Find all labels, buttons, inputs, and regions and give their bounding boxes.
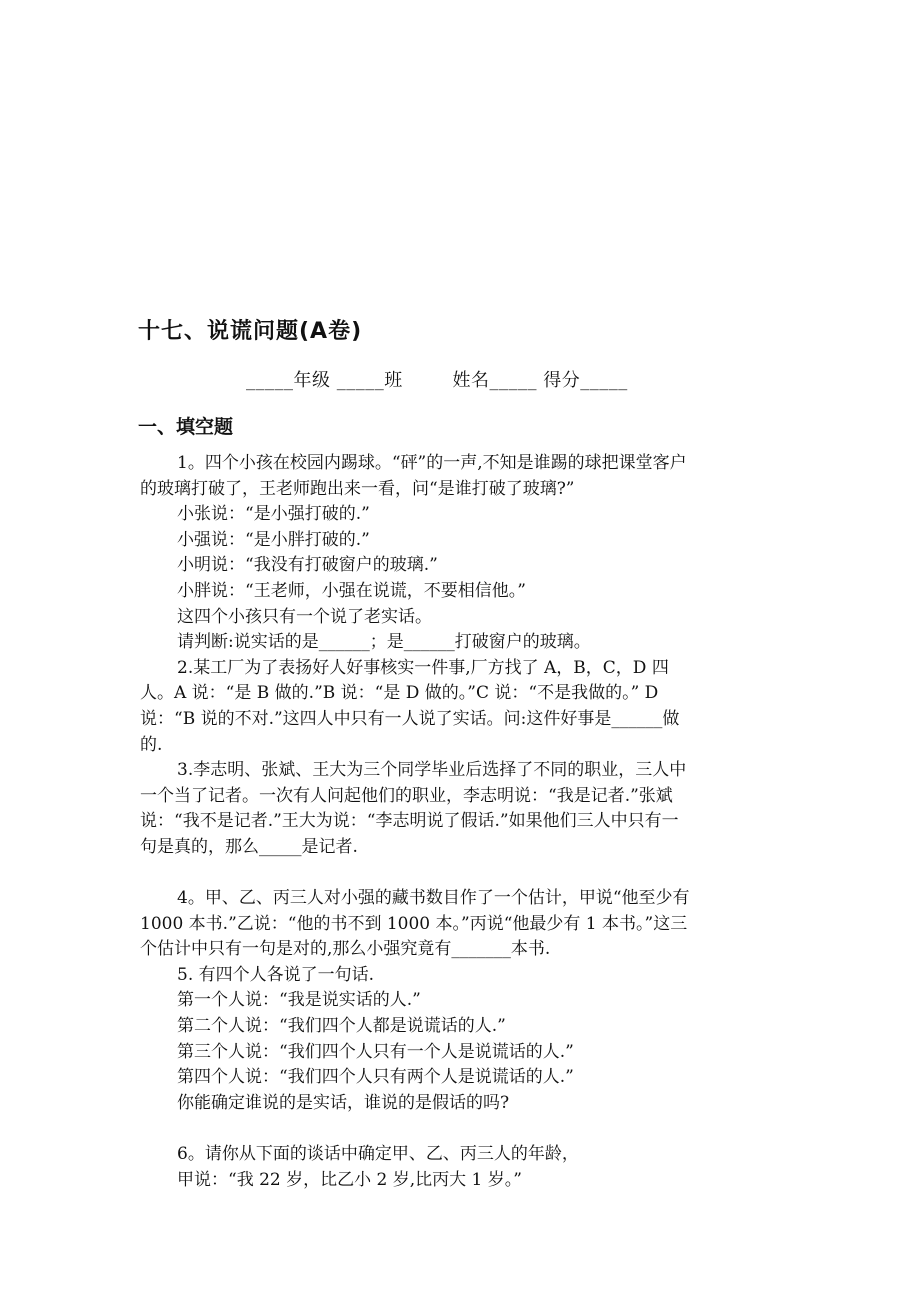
statement-person-3: 第三个人说：“我们四个人只有一个人是说谎话的人.” xyxy=(177,1041,574,1062)
question-4-text: 4。甲、乙、丙三人对小强的藏书数目作了一个估计，甲说“他至少有 1000 本书.”乙说：“他的书不到 1000 本。”丙说“他最少有 1 本书。”这三个估计中只有一句是对的,那么小强究竟有_______本书. xyxy=(140,888,690,960)
statement-person-2: 第二个人说：“我们四个人都是说谎话的人.” xyxy=(177,1016,506,1037)
statement-xiaoming: 小明说：“我没有打破窗户的玻璃.” xyxy=(177,555,438,576)
statement-xiaozhang: 小张说：“是小强打破的.” xyxy=(177,504,370,525)
section-heading: 一、填空题 xyxy=(138,416,234,438)
blank-line xyxy=(140,1116,692,1142)
blank-line xyxy=(140,861,692,887)
question-5-text: 5. 有四个人各说了一句话. xyxy=(177,964,375,985)
question-2-text: 2.某工厂为了表扬好人好事核实一件事,厂方找了 A，B，C，D 四人。A 说：“是 B 做的.”B 说：“是 D 做的。”C 说：“不是我做的。” D 说：“B 说的不对.”这四人中只有一人说了实话。问:这件好事是______做的. xyxy=(140,657,680,755)
statement-person-4: 第四个人说：“我们四个人只有两个人是说谎话的人.” xyxy=(177,1067,574,1088)
statement-jia: 甲说：“我 22 岁，比乙小 2 岁,比丙大 1 岁。” xyxy=(177,1169,522,1190)
statement-xiaoqiang: 小强说：“是小胖打破的.” xyxy=(177,529,370,550)
question-3-text: 3.李志明、张斌、王大为三个同学毕业后选择了不同的职业，三人中一个当了记者。一次有人问起他们的职业，李志明说：“我是记者.”张斌说：“我不是记者.”王大为说：“李志明说了假话.”如果他们三人中只有一句是真的，那么_____是记者. xyxy=(140,760,687,857)
question-1-prompt: 请判断:说实话的是______；是______打破窗户的玻璃。 xyxy=(177,632,591,653)
page-title: 十七、说谎问题(A卷) xyxy=(138,319,363,344)
question-1-condition: 这四个小孩只有一个说了老实话。 xyxy=(177,606,432,627)
question-6-text: 6。请你从下面的谈话中确定甲、乙、丙三人的年龄， xyxy=(177,1144,579,1165)
statement-person-1: 第一个人说：“我是说实话的人.” xyxy=(177,990,421,1011)
student-info-line: _____年级 _____班 姓名_____ 得分_____ xyxy=(246,370,628,391)
question-1-text: 1。四个小孩在校园内踢球。“砰”的一声,不知是谁踢的球把课堂客户的玻璃打破了，王老师跑出来一看，问“是谁打破了玻璃?” xyxy=(140,453,687,499)
question-5-prompt: 你能确定谁说的是实话，谁说的是假话的吗? xyxy=(177,1092,510,1113)
statement-xiaopang: 小胖说：“王老师，小强在说谎，不要相信他。” xyxy=(177,580,526,601)
question-body xyxy=(140,451,692,1193)
